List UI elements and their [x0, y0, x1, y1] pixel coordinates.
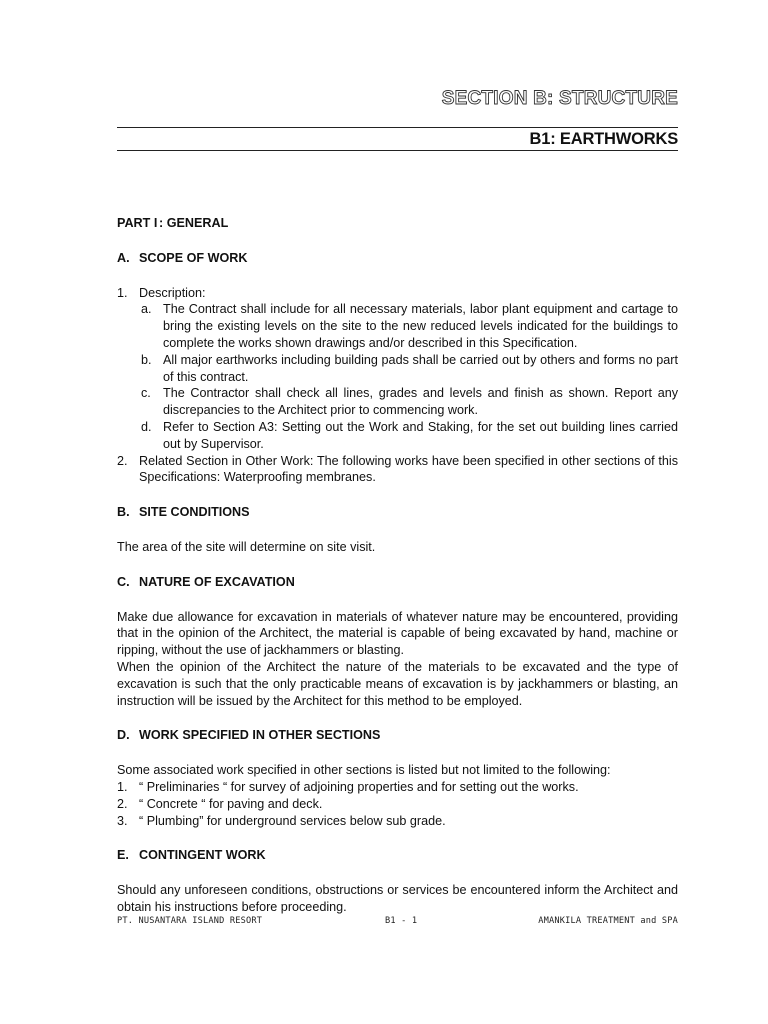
footer-right: AMANKILA TREATMENT and SPA	[538, 916, 678, 926]
list-item	[117, 813, 678, 830]
footer-page-number: B1 - 1	[385, 916, 418, 926]
list-number: 2.	[117, 453, 128, 468]
list-text: “ Plumbing” for underground services below sub grade.	[139, 813, 446, 828]
paragraph: Make due allowance for excavation in materials of whatever nature may be encountered, providing that in the opinion of the Architect, the material is capable of being excavated by hand, machine or ripping, without the use of jackhammers or blasting.	[117, 609, 678, 658]
sub-list-letter: d.	[141, 419, 152, 434]
sub-list-item	[117, 352, 678, 386]
sub-list-letter: b.	[141, 352, 152, 367]
list-number: 2.	[117, 796, 128, 811]
heading-text: SCOPE OF WORK	[139, 250, 248, 265]
sub-list-text: All major earthworks including building pads shall be carried out by others and forms no part of this contract.	[163, 352, 678, 384]
footer-left: PT. NUSANTARA ISLAND RESORT	[117, 916, 263, 926]
heading-letter: D.	[117, 728, 130, 743]
sub-list-letter: c.	[141, 386, 151, 401]
paragraph: When the opinion of the Architect the nature of the materials to be excavated and the type of excavation is such that the only practicable means of excavation is by jackhammers or blasting, an instruction will be issued by the Architect for this method to be employed.	[117, 659, 678, 708]
list-text: Related Section in Other Work: The following works have been specified in other sections of this Specifications: Waterproofing membranes.	[139, 453, 678, 485]
heading-site-conditions	[117, 504, 678, 521]
list-item	[117, 796, 678, 813]
sub-list-item	[117, 419, 678, 453]
heading-nature-of-excavation	[117, 574, 678, 591]
list-number: 3.	[117, 813, 128, 828]
list-number: 1.	[117, 285, 128, 300]
heading-letter: C.	[117, 574, 130, 589]
sub-list-text: The Contractor shall check all lines, grades and levels and finish as shown. Report any discrepancies to the Architect prior to commencing work.	[163, 386, 678, 418]
part-label: PART I	[117, 216, 158, 230]
header-rule-bottom	[117, 150, 678, 151]
list-text: “ Preliminaries “ for survey of adjoining properties and for setting out the works.	[139, 779, 579, 794]
paragraph: Some associated work specified in other sections is listed but not limited to the following:	[117, 763, 611, 778]
list-item	[117, 453, 678, 487]
heading-text: NATURE OF EXCAVATION	[139, 574, 295, 589]
list-item	[117, 285, 678, 302]
heading-letter: E.	[117, 848, 129, 863]
sub-list-letter: a.	[141, 302, 152, 317]
sub-list-text: Refer to Section A3: Setting out the Work and Staking, for the set out building lines carried out by Supervisor.	[163, 419, 678, 451]
heading-work-specified	[117, 727, 678, 744]
heading-scope	[117, 250, 678, 267]
sub-list-item	[117, 385, 678, 419]
list-number: 1.	[117, 779, 128, 794]
heading-contingent-work	[117, 847, 678, 864]
paragraph: Should any unforeseen conditions, obstructions or services be encountered inform the Architect and obtain his instructions before proceeding.	[117, 883, 678, 914]
list-text: Description:	[139, 285, 206, 300]
part-title: : GENERAL	[159, 216, 229, 230]
heading-text: WORK SPECIFIED IN OTHER SECTIONS	[139, 728, 381, 743]
heading-text: SITE CONDITIONS	[139, 505, 250, 520]
heading-text: CONTINGENT WORK	[139, 848, 266, 863]
section-title: SECTION B: STRUCTURE	[441, 88, 678, 109]
header-rule-top	[117, 127, 678, 128]
heading-letter: B.	[117, 505, 130, 520]
paragraph: The area of the site will determine on site visit.	[117, 539, 376, 554]
sub-list-item	[117, 301, 678, 351]
part-heading	[117, 215, 678, 232]
document-body	[117, 215, 678, 916]
heading-letter: A.	[117, 250, 130, 265]
list-item	[117, 779, 678, 796]
sub-list-text: The Contract shall include for all necessary materials, labor plant equipment and cartage to bring the existing levels on the site to the new reduced levels indicated for the buildings to complete the works shown drawings and/or described in this Specification.	[163, 302, 678, 350]
subsection-title: B1: EARTHWORKS	[529, 130, 678, 148]
list-text: “ Concrete “ for paving and deck.	[139, 796, 323, 811]
